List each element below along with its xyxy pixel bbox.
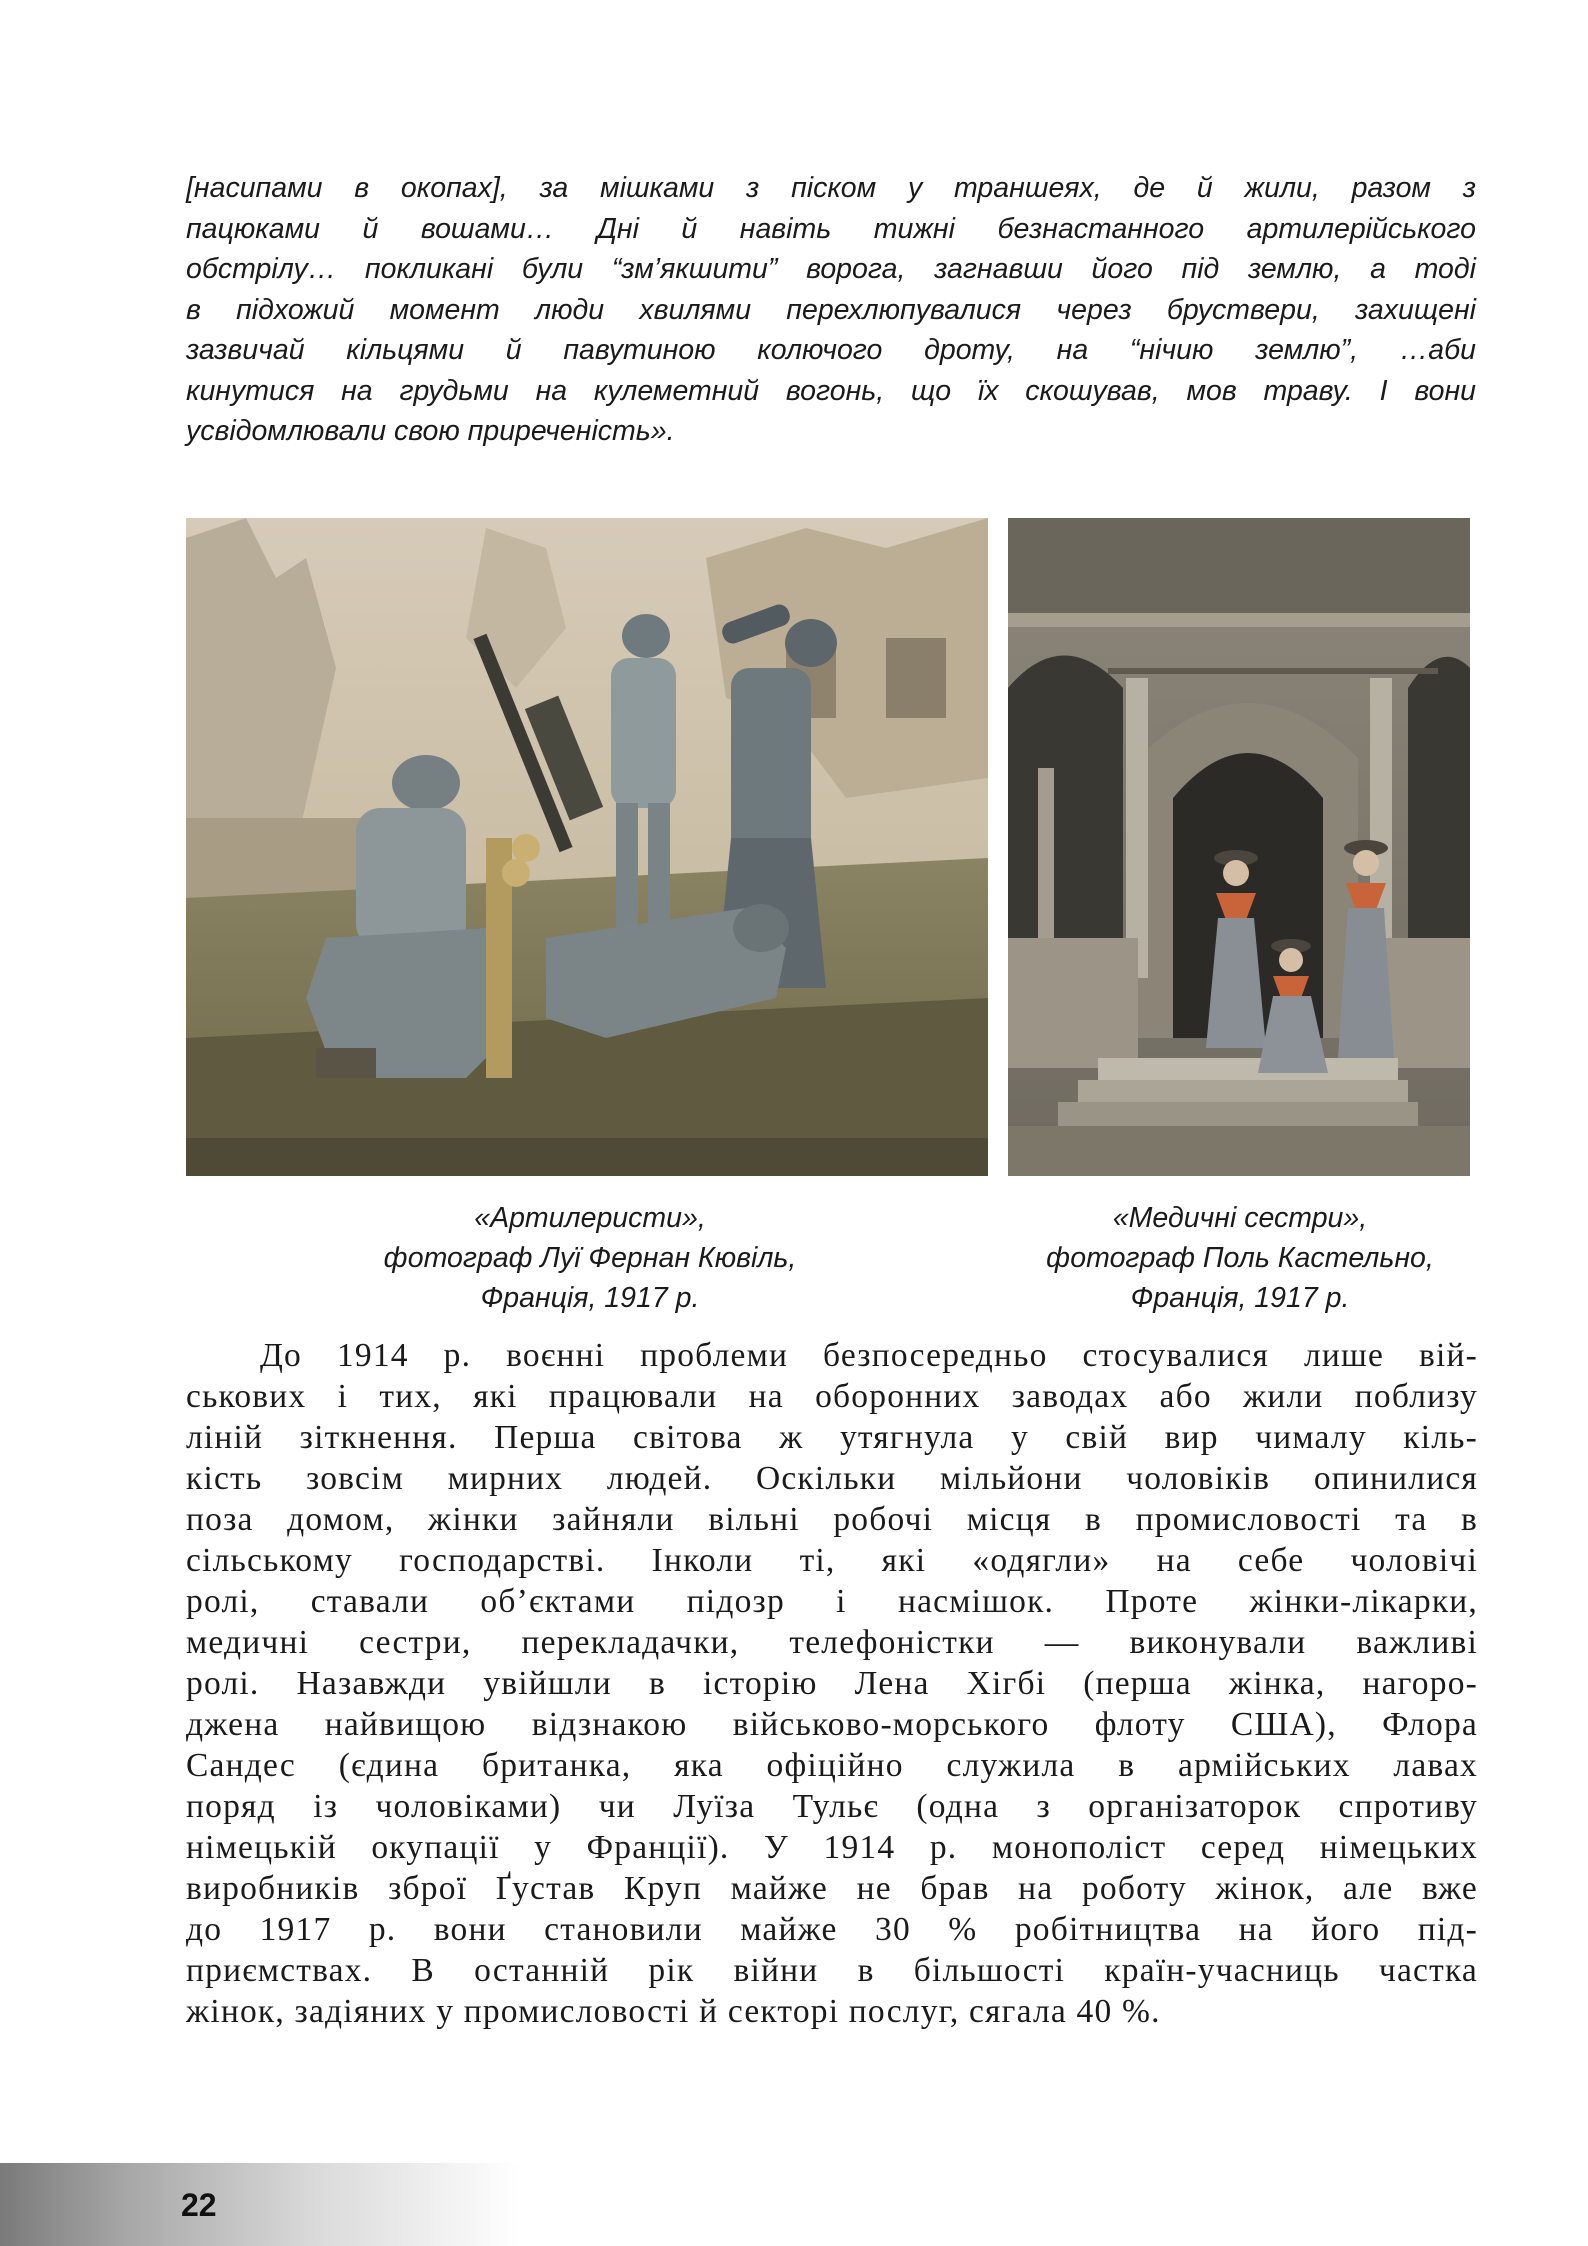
page-number: 22	[181, 2187, 217, 2223]
caption-line: фотограф Поль Кастельно,	[1046, 1242, 1434, 1274]
body-line: медичні сестри, перекладачки, телефоністки — виконували важливі	[186, 1624, 1478, 1661]
quote-line: зазвичай кільцями й павутиною колючого дроту, на “нічию землю”, …аби	[186, 334, 1476, 366]
nurses-photo	[1008, 518, 1470, 1176]
body-line: ліній зіткнення. Перша світова ж утягнула у свій вир чималу кіль-	[186, 1419, 1478, 1456]
caption-line: Франція, 1917 р.	[1130, 1282, 1350, 1314]
quote-line: [насипами в окопах], за мішками з піском у траншеях, де й жили, разом з	[186, 172, 1476, 204]
footer-band	[0, 2163, 520, 2246]
body-line: жінок, задіяних у промисловості й секторі послуг, сягала 40 %.	[186, 1993, 1161, 2030]
quote-line: в підхожий момент люди хвилями перехлюпувалися через бруствери, захищені	[186, 293, 1476, 326]
caption-line: фотограф Луї Фернан Кювіль,	[383, 1242, 797, 1274]
body-paragraph	[186, 1335, 1478, 2032]
body-line: ролі. Назавжди увійшли в історію Лена Хігбі (перша жінка, нагоро-	[186, 1665, 1478, 1702]
body-line: до 1917 р. вони становили майже 30 % робітництва на його під-	[186, 1911, 1478, 1948]
quote-block	[186, 168, 1476, 452]
artillerists-photo-illustration	[186, 518, 988, 1176]
body-line: німецькій окупації у Франції). У 1914 р. монополіст серед німецьких	[186, 1829, 1478, 1866]
body-line: кість зовсім мирних людей. Оскільки мільйони чоловіків опинилися	[186, 1460, 1478, 1497]
artillerists-photo	[186, 518, 988, 1176]
quote-line: обстрілу… покликані були “зм’якшити” ворога, загнавши його під землю, а тоді	[186, 253, 1476, 285]
caption-line: Франція, 1917 р.	[480, 1282, 700, 1314]
body-line: До 1914 р. воєнні проблеми безпосередньо стосувалися лише вій-	[260, 1337, 1478, 1374]
body-line: поза домом, жінки зайняли вільні робочі місця в промисловості та в	[186, 1501, 1478, 1538]
quote-line: усвідомлювали свою приреченість».	[186, 415, 675, 447]
nurses-caption	[980, 1198, 1500, 1318]
caption-line: «Артилеристи»,	[474, 1202, 706, 1234]
caption-line: «Медичні сестри»,	[1112, 1202, 1368, 1234]
body-line: поряд із чоловіками) чи Луїза Тульє (одна з організаторок спротиву	[186, 1788, 1478, 1825]
body-line: джена найвищою відзнакою військово-морського флоту США), Флора	[186, 1706, 1478, 1743]
quote-line: кинутися на грудьми на кулеметний вогонь, що їх скошував, мов траву. І вони	[186, 374, 1476, 407]
body-line: сільському господарстві. Інколи ті, які «одягли» на себе чоловічі	[186, 1542, 1478, 1579]
body-line: виробників зброї Ґустав Круп майже не брав на роботу жінок, але вже	[186, 1870, 1478, 1907]
body-line: ськових і тих, які працювали на оборонних заводах або жили поблизу	[186, 1378, 1478, 1415]
artillerists-caption	[290, 1198, 890, 1318]
body-line: приємствах. В останній рік війни в більшості країн-учасниць частка	[186, 1952, 1478, 1989]
quote-line: пацюками й вошами… Дні й навіть тижні безнастанного артилерійського	[186, 212, 1476, 245]
body-line: Сандес (єдина британка, яка офіційно служила в армійських лавах	[186, 1747, 1478, 1784]
nurses-photo-illustration	[1008, 518, 1470, 1176]
body-line: ролі, ставали об’єктами підозр і насмішок. Проте жінки-лікарки,	[186, 1583, 1478, 1620]
